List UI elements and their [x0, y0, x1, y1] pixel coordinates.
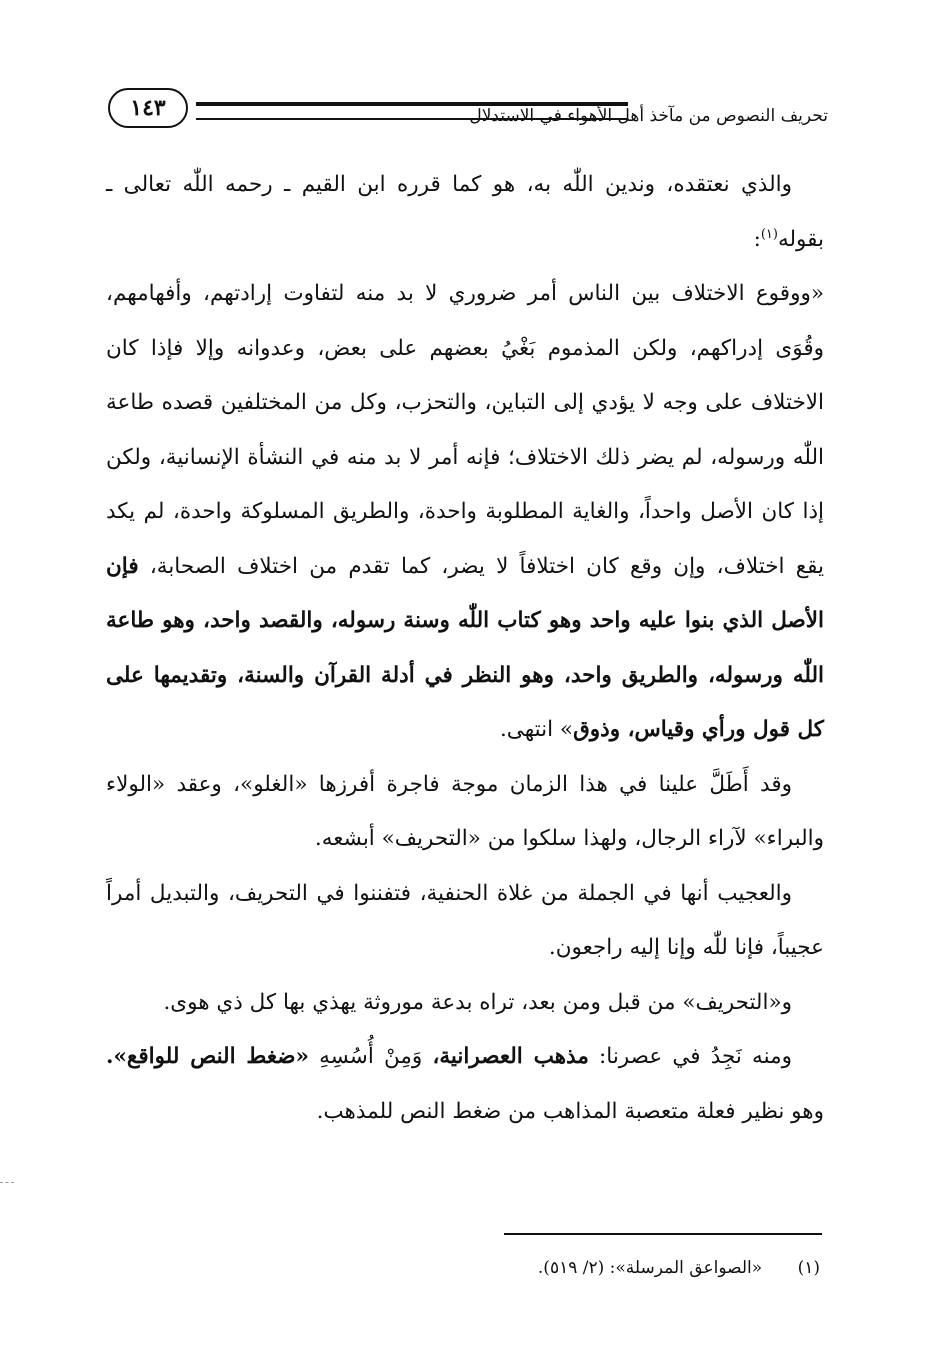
p6-bold-1: مذهب العصرانية، [432, 1044, 589, 1069]
footnote-marker: (١) [760, 226, 778, 242]
intro-text: والذي نعتقده، وندين اللّٰه به، هو كما قرره ابن القيم ـ رحمه اللّٰه تعالى ـ بقوله [106, 172, 824, 252]
paragraph-5: و«التحريف» من قبل ومن بعد، تراه بدعة موروثة يهذي بها كل ذي هوى. [163, 989, 792, 1015]
body-text [106, 158, 824, 1139]
p6-text-b: وَمِنْ أُسُسِهِ [319, 1044, 423, 1069]
p6-text-c: وهو نظير فعلة متعصبة المذاهب من ضغط النص للمذهب. [316, 1098, 824, 1124]
header-title: تحريف النصوص من مآخذ أهل الأهواء في الاستدلال [469, 106, 828, 126]
margin-mark [0, 1182, 14, 1183]
running-header [108, 80, 828, 140]
quote-bold: فإن الأصل الذي بنوا عليه واحد وهو كتاب اللّٰه وسنة رسوله، والقصد واحد، وهو طاعة اللّٰه ورسوله، والطريق واحد، وهو النظر في أدلة القرآن والسنة، وتقديمها على كل قول ورأي وقياس، وذوق [106, 553, 824, 742]
footnote-number: (١) [797, 1258, 820, 1278]
page-number: ١٤٣ [108, 88, 188, 128]
p6-bold-2: «ضغط النص للواقع». [106, 1044, 309, 1069]
paragraph-quote [106, 267, 824, 758]
quote-end: » انتهى. [499, 717, 574, 742]
intro-end: : [753, 226, 761, 252]
paragraph-intro [106, 158, 824, 267]
p6-text-a: ومنه نَجِدُ في عصرنا: [599, 1044, 792, 1069]
footnote-rule [504, 1233, 822, 1235]
footnote-text: «الصواعق المرسلة»: (٢/ ٥١٩). [537, 1258, 763, 1278]
paragraph-6 [106, 1030, 824, 1139]
paragraph-4: والعجيب أنها في الجملة من غلاة الحنفية، فتفننوا في التحريف، والتبديل أمراً عجيباً، فإنا للّٰه وإنا إليه راجعون. [106, 880, 824, 960]
paragraph-3: وقد أَطَلَّ علينا في هذا الزمان موجة فاجرة أفرزها «الغلو»، وعقد «الولاء والبراء» لآراء الرجال، ولهذا سلكوا من «التحريف» أبشعه. [106, 771, 824, 851]
footnote [300, 1258, 820, 1278]
quote-regular: «ووقوع الاختلاف بين الناس أمر ضروري لا بد منه لتفاوت إرادتهم، وأفهامهم، وقُوَى إدراكهم، ولكن المذموم بَغْيُ بعضهم على بعض، وعدوانه وإلا فإذا كان الاختلاف على وجه لا يؤدي إلى التباين، والتحزب، وكل من المختلفين قصده طاعة اللّٰه ورسوله، لم يضر ذلك الاختلاف؛ فإنه أمر لا بد منه في النشأة الإنسانية، ولكن إذا كان الأصل واحداً، والغاية المطلوبة واحدة، والطريق المسلوكة واحدة، لم يكد يقع اختلاف، وإن وقع كان اختلافاً لا يضر، كما تقدم من اختلاف الصحابة، [106, 281, 824, 579]
